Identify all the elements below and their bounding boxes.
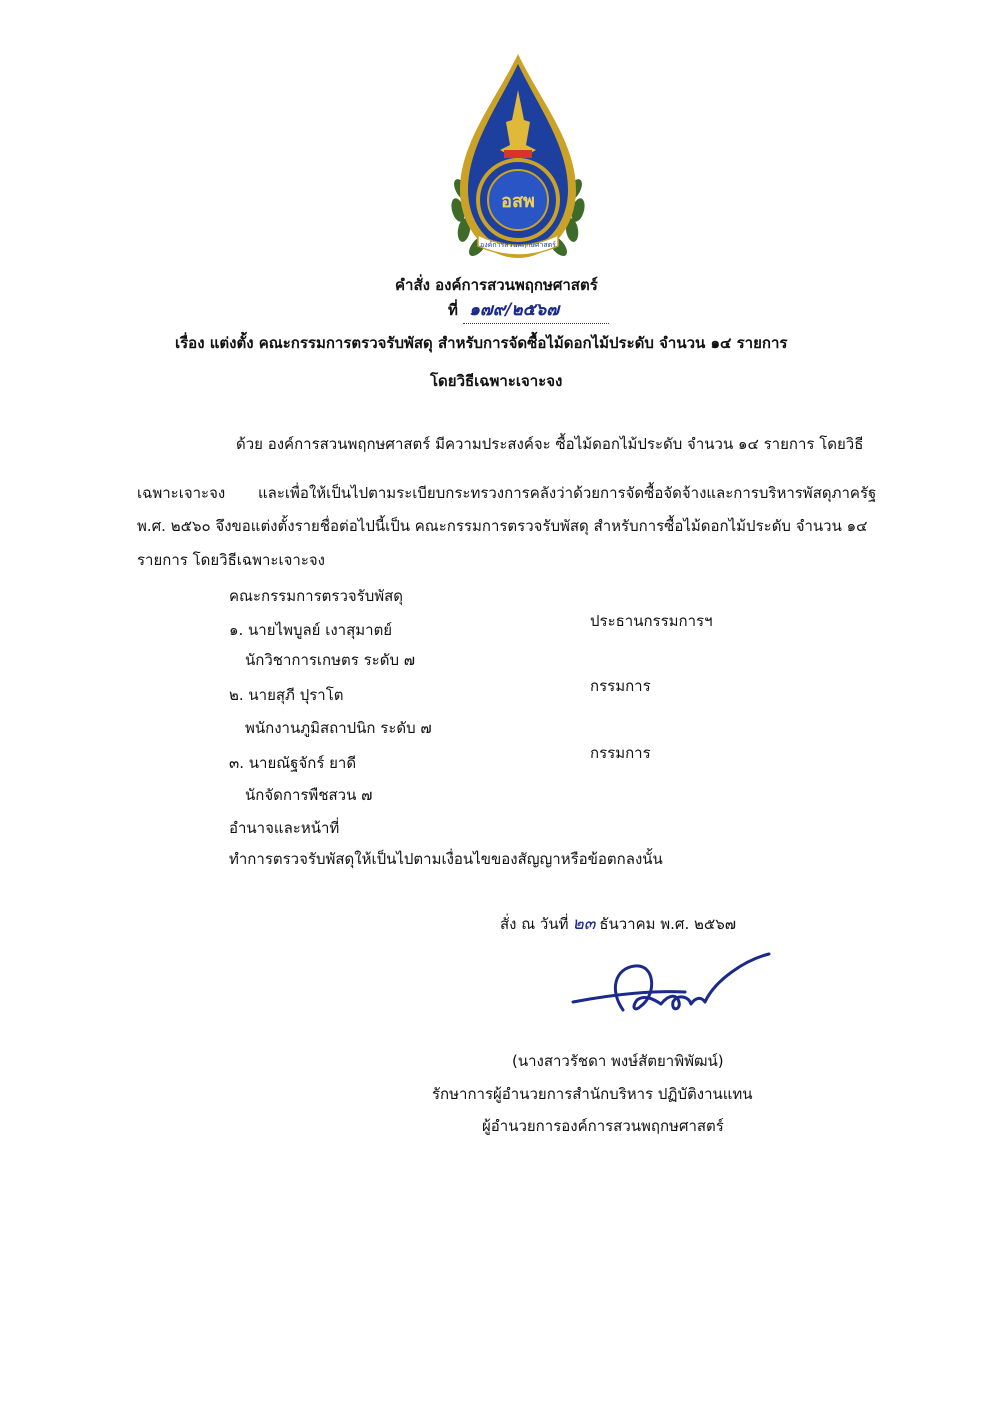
paragraph-line-2b: และเพื่อให้เป็นไปตามระเบียบกระทรวงการคลังว่าด้วยการจัดซื้อจัดจ้างและการบริหารพัสดุภาครัฐ <box>258 484 877 502</box>
member-1-name: ๑. นายไพบูลย์ เงาสุมาตย์ <box>229 621 393 639</box>
order-title: คำสั่ง องค์การสวนพฤกษศาสตร์ <box>395 276 598 294</box>
member-2-role: กรรมการ <box>590 677 651 695</box>
order-number <box>448 296 609 324</box>
emblem-banner-text: องค์การสวนพฤกษศาสตร์ <box>480 241 556 249</box>
paragraph-line-1: ด้วย องค์การสวนพฤกษศาสตร์ มีความประสงค์จะ ซื้อไม้ดอกไม้ประดับ จำนวน ๑๔ รายการ โดยวิธี <box>236 435 864 453</box>
paragraph-line-2a: เฉพาะเจาะจง <box>137 484 226 502</box>
subject-line-2: โดยวิธีเฉพาะเจาะจง <box>430 372 563 390</box>
member-2-position: พนักงานภูมิสถาปนิก ระดับ ๗ <box>245 719 432 737</box>
member-3-position: นักจัดการพืชสวน ๗ <box>245 786 373 804</box>
subject-line-1: เรื่อง แต่งตั้ง คณะกรรมการตรวจรับพัสดุ สำหรับการจัดซื้อไม้ดอกไม้ประดับ จำนวน ๑๔ รายการ <box>175 334 788 352</box>
duties-text: ทำการตรวจรับพัสดุให้เป็นไปตามเงื่อนไขของสัญญาหรือข้อตกลงนั้น <box>229 850 663 868</box>
member-1-position: นักวิชาการเกษตร ระดับ ๗ <box>245 651 416 669</box>
signature <box>565 950 775 1030</box>
paragraph-line-4: รายการ โดยวิธีเฉพาะเจาะจง <box>137 551 325 569</box>
emblem-icon <box>448 50 588 264</box>
date-day: ๒๓ <box>572 914 596 934</box>
member-3-role: กรรมการ <box>590 744 651 762</box>
order-date <box>500 910 736 937</box>
duties-heading: อำนาจและหน้าที่ <box>229 819 340 837</box>
committee-heading: คณะกรรมการตรวจรับพัสดุ <box>229 587 404 605</box>
paragraph-line-3: พ.ศ. ๒๕๖๐ จึงขอแต่งตั้งรายชื่อต่อไปนี้เป็น คณะกรรมการตรวจรับพัสดุ สำหรับการซื้อไม้ดอกไม้ประดับ จำนวน ๑๔ <box>137 517 868 535</box>
order-number-prefix: ที่ <box>448 301 458 319</box>
member-3-name: ๓. นายณัฐจักร์ ยาดี <box>229 754 357 772</box>
signatory-title-2: ผู้อำนวยการองค์การสวนพฤกษศาสตร์ <box>482 1117 724 1135</box>
signatory-title-1: รักษาการผู้อำนวยการสำนักบริหาร ปฏิบัติงานแทน <box>432 1085 753 1103</box>
date-prefix: สั่ง ณ วันที่ <box>500 915 569 933</box>
date-suffix: ธันวาคม พ.ศ. ๒๕๖๗ <box>599 915 737 933</box>
order-number-value: ๑๗๙/๒๕๖๗ <box>463 296 609 324</box>
signature-scribble <box>565 950 775 1030</box>
member-1-role: ประธานกรรมการฯ <box>590 612 713 630</box>
organization-emblem <box>448 50 588 264</box>
emblem-initials: อสพ <box>501 191 535 212</box>
signatory-name: (นางสาวรัชดา พงษ์สัตยาพิพัฒน์) <box>512 1052 724 1070</box>
member-2-name: ๒. นายสุภี ปุราโต <box>229 686 344 704</box>
